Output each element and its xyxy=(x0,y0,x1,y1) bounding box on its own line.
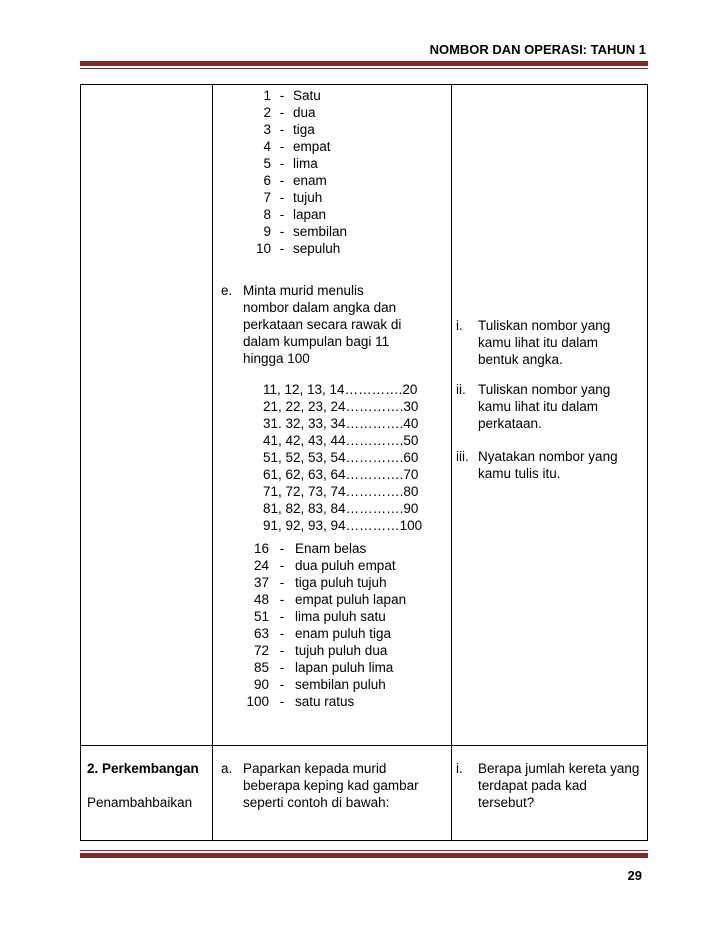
list-item: 85 - lapan puluh lima xyxy=(253,660,394,675)
list-item: 6 - enam xyxy=(263,173,327,188)
sequence-line: 71, 72, 73, 74………….80 xyxy=(263,484,419,499)
list-item: 10 - sepuluh xyxy=(255,241,341,256)
list-item: 1 - Satu xyxy=(263,88,321,103)
number-sequences xyxy=(263,381,422,534)
list-item: 72 - tujuh puluh dua xyxy=(253,643,388,658)
list-item: 51 - lima puluh satu xyxy=(253,609,386,624)
question-iii: iii. Nyatakan nombor yang kamu tulis itu. xyxy=(456,449,618,481)
stage-cell xyxy=(87,760,199,811)
sequence-line: 21, 22, 23, 24………….30 xyxy=(263,399,419,414)
list-item: 63 - enam puluh tiga xyxy=(253,626,392,641)
footer-rule-thick xyxy=(80,853,648,858)
question-i: i. Tuliskan nombor yang kamu lihat itu dalam bentuk angka. xyxy=(456,318,611,367)
question-row2-i: i. Berapa jumlah kereta yang terdapat pada kad tersebut? xyxy=(456,761,640,810)
number-words-list xyxy=(237,540,406,710)
list-item: 2 - dua xyxy=(263,105,316,120)
row-divider xyxy=(81,745,647,746)
sequence-line: 51, 52, 53, 54………….60 xyxy=(263,450,419,465)
list-item: 7 - tujuh xyxy=(263,190,323,205)
sequence-line: 41, 42, 43, 44………….50 xyxy=(263,433,419,448)
activity-e: e. Minta murid menulis nombor dalam angka dan perkataan secara rawak di dalam kumpulan bagi 11 hingga 100 xyxy=(221,283,402,366)
list-item: 48 - empat puluh lapan xyxy=(253,592,407,607)
list-item: 37 - tiga puluh tujuh xyxy=(253,575,387,590)
list-item: 16 - Enam belas xyxy=(253,541,367,556)
list-item: 9 - sembilan xyxy=(263,224,348,239)
footer-rule-thin xyxy=(80,850,648,851)
column-divider-2 xyxy=(451,85,452,840)
sequence-line: 81, 82, 83, 84………….90 xyxy=(263,501,419,516)
sequence-line: 91, 92, 93, 94…………100 xyxy=(263,518,423,533)
list-item: 100 - satu ratus xyxy=(246,694,355,709)
column-divider-1 xyxy=(212,85,213,840)
list-item: 4 - empat xyxy=(263,139,331,154)
number-words-1-10 xyxy=(247,87,347,257)
list-item: 24 - dua puluh empat xyxy=(253,558,396,573)
stage-subtitle: Penambahbaikan xyxy=(87,795,193,810)
question-ii: ii. Tuliskan nombor yang kamu lihat itu dalam perkataan. xyxy=(456,382,611,431)
sequence-line: 11, 12, 13, 14………….20 xyxy=(263,382,418,397)
page-header-title: NOMBOR DAN OPERASI: TAHUN 1 xyxy=(429,42,646,57)
sequence-line: 31. 32, 33, 34………….40 xyxy=(263,416,419,431)
list-item: 3 - tiga xyxy=(263,122,315,137)
activity-e-label: e. xyxy=(221,283,233,298)
list-item: 5 - lima xyxy=(263,156,318,171)
activity-a: a. Paparkan kepada murid beberapa keping kad gambar seperti contoh di bawah: xyxy=(221,761,419,810)
page-number: 29 xyxy=(627,868,642,883)
lesson-table xyxy=(80,84,648,841)
header-rule-thick xyxy=(80,61,648,66)
stage-title: 2. Perkembangan xyxy=(87,761,199,776)
sequence-line: 61, 62, 63, 64………….70 xyxy=(263,467,419,482)
list-item: 8 - lapan xyxy=(263,207,327,222)
list-item: 90 - sembilan puluh xyxy=(253,677,386,692)
header-rule-thin xyxy=(80,68,648,69)
